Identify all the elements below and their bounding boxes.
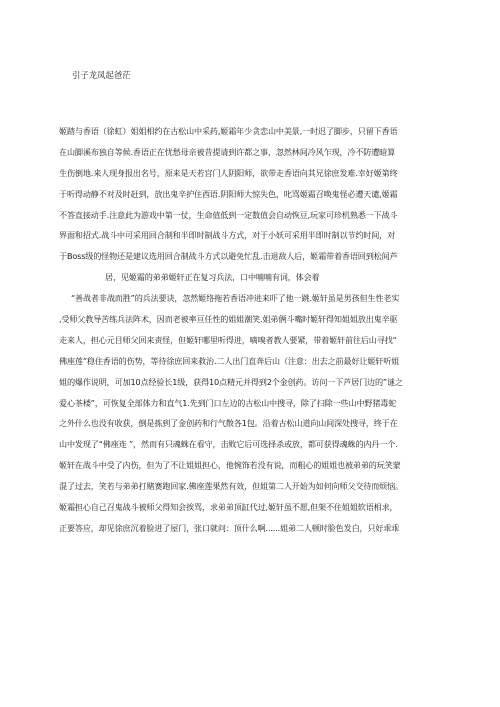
text-line: 爱心茶楼”，可恢复全部体力和直气1.先到门口左边的古松山中搜寻，除了扫除一些山中野猪毒蛇 <box>59 397 397 408</box>
text-line: 界面和招式.战斗中可采用回合制和半即时制战斗方式，对于小妖可采用半即时制以节约时间，对 <box>59 230 396 241</box>
text-line: 姐的爆作说明，可加10点经验长1级，获得10点精元并得到2个金创药。访问一下芦居门边的”谜之 <box>59 376 403 387</box>
text-line: 姬轩在战斗中受了内伤，但为了不让姐姐担心，他惋饰若没有说，而粗心的姐姐也被弟弟的玩笑蒙 <box>59 460 401 471</box>
text-line: 在山脚溪布独自等候.香语正在忧愁母亲被昔提请到许都之事，忽然林间冷风乍现，冷不防遭暗算 <box>59 146 396 157</box>
text-line: ,受师父教导苦练兵法阵术，因而老被率亘任性的姐姐潮笑.姐弟俩斗嘴时姬轩得知姐姐放出鬼辛驱 <box>59 314 398 325</box>
text-line: 山中发现了“佛座连 ”，然而有只魂蛛在看守，击败它后可选择杀或放，都可获得魂蛛的内丹一个. <box>59 439 398 450</box>
text-line: 姬霜担心自己召鬼战斗被师父得知会挨骂，求弟弟顶缸代过,姬轩虽不愿,但架不住姐姐软语相求， <box>59 502 398 513</box>
document-body <box>59 121 439 539</box>
text-line: 混了过去，笑若与弟弟打赌赛跑回家.佛座莲果然有效，但姐第二人开始为如何向师父交待而烦恼。 <box>59 481 404 492</box>
text-line: 居，见姬霜的弟弟姬轩正在复习兵法，口中喃喃有词，体会着 <box>105 272 320 283</box>
text-line: 于听得动静不对及时赶到，放出鬼辛护住西语.阴阳师大惊失色，叱骂姬霜召唤鬼怪必遭天谴,姬霜 <box>59 188 398 199</box>
text-line: 佛座莲”稳住香语的伤势，等待徐庶回来救治.二人出门直奔后山（注意：出去之前最好让姬轩听姐 <box>59 355 400 366</box>
text-line: 不答直接动手.注意此为游戏中第一仗，生命值低到一定数值会自动恢豆,玩家可珍机熟悉一下战斗 <box>59 209 398 220</box>
text-line: 之外什么也没有收获，倒是拣到了金创药和行气散各1包。沿着古松山道向山间深处搜寻，终于在 <box>59 418 398 429</box>
text-line: 姬踏与香语（徐虹）姐姐相约在古松山中采药,姬霜年少贪恋山中美景,一时迟了脚步，只留下香语 <box>59 126 398 136</box>
text-line: 于Boss级的怪物还是建议选用回合制战斗方式以避免忙乱.击退敌人后，姬霜带着香语回到松间芦 <box>59 251 398 262</box>
text-line: “善战者非战而胜”的兵法要诀，忽然姬络拖若香语冲进来吓了他一跳.姬轩虽是男孩但生性老实 <box>71 293 400 304</box>
text-line: 正要答应，却见徐庶沉着脸进了屋门，张口就问：顶什么啊......姐弟二人顿时脸色发白，只好乖乖 <box>59 522 400 533</box>
document-title: 引子龙凤起爸茫 <box>72 70 131 80</box>
text-line: 生伤倒地.来人现身报出名号，原来是天若宫门人阴阳师，欲带走香语向其兄徐庶发难.幸好姬第终 <box>59 167 398 178</box>
text-line: 走来人，担心元目师父回来责怪，但姬轩哪里听得进，嘀嗅者教人要紧，带着姬轩前往后山寻找“ <box>59 334 397 345</box>
